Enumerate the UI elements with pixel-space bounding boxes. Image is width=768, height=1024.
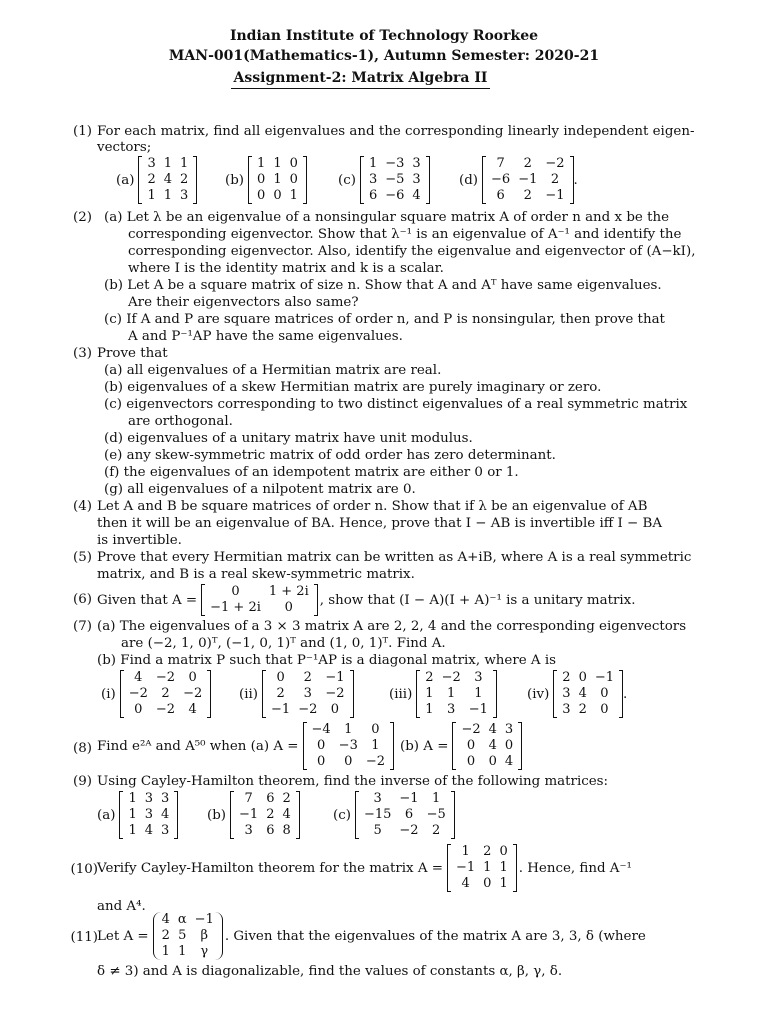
matrix-entry: −15	[363, 807, 392, 822]
q11-post: . Given that the eigenvalues of the matrix A are 3, 3, δ (where	[224, 928, 646, 944]
matrix-row	[487, 172, 569, 188]
matrix-entry: 1	[147, 188, 156, 203]
matrix-row	[124, 807, 173, 823]
q8-number: (8)	[73, 741, 92, 756]
matrix-entry: −1	[271, 702, 291, 717]
matrix-row	[360, 807, 450, 823]
matrix-entry: 0	[257, 188, 266, 203]
matrix-entry: 2	[550, 172, 560, 187]
matrix-entry: 0	[504, 738, 514, 753]
q7-a-2: are (−2, 1, 0)ᵀ, (−1, 0, 1)ᵀ and (1, 0, 1)ᵀ. Find A.	[121, 636, 446, 651]
matrix-entry: −1 + 2i	[210, 600, 261, 615]
q1-matrix-a	[116, 156, 197, 204]
matrix-entry: 2	[266, 807, 275, 822]
matrix-entry: 3	[412, 172, 421, 187]
matrix-entry: 1	[163, 188, 172, 203]
matrix-entry: 0	[289, 172, 298, 187]
matrix-entry: 1	[180, 156, 189, 171]
matrix-entry: −3	[338, 738, 358, 753]
matrix-entry: 0	[257, 172, 266, 187]
q1-end: .	[573, 172, 578, 188]
matrix-table	[421, 670, 492, 718]
q10-line2: and A⁴.	[97, 899, 146, 914]
matrix-entry: 1	[447, 686, 456, 701]
matrix-row	[267, 670, 349, 686]
matrix-row	[125, 670, 207, 686]
q7-label-ii: (ii)	[239, 686, 259, 702]
matrix-entry: 2	[161, 928, 170, 943]
matrix-entry: 2	[523, 156, 532, 171]
matrix-entry: 4	[163, 172, 172, 187]
matrix-row	[365, 156, 425, 172]
q6-post: , show that (I − A)(I + A)⁻¹ is a unitary matrix.	[319, 592, 636, 608]
matrix-entry: 0	[284, 600, 293, 615]
q3-item-d: (d) eigenvalues of a unitary matrix have unit modulus.	[104, 431, 473, 446]
matrix-entry: 1	[499, 860, 508, 875]
matrix-table	[452, 844, 512, 892]
matrix-entry: 1	[128, 791, 137, 806]
matrix-entry: 4	[461, 876, 470, 891]
matrix-entry: 3	[303, 686, 312, 701]
q2-number: (2)	[73, 210, 92, 225]
matrix-entry: −2	[399, 823, 419, 838]
matrix-entry: 6	[404, 807, 414, 822]
q2-a-1: (a) Let λ be an eigenvalue of a nonsingular square matrix A of order n and x be the	[104, 210, 670, 225]
q2-c-2: A and P⁻¹AP have the same eigenvalues.	[128, 329, 403, 344]
matrix-row	[143, 188, 192, 204]
matrix-entry: 0	[466, 738, 476, 753]
q2-a-2: corresponding eigenvector. Show that λ⁻¹ is an eigenvalue of A⁻¹ and identify the	[128, 227, 682, 242]
matrix-entry: 4	[282, 807, 291, 822]
q8-mid: (b) A =	[400, 738, 449, 754]
matrix-entry: −2	[183, 686, 203, 701]
q2-a-4: where I is the identity matrix and k is a scalar.	[128, 261, 444, 276]
matrix-row	[487, 156, 569, 172]
matrix-entry: −6	[491, 172, 511, 187]
q3-item-g: (g) all eigenvalues of a nilpotent matrix are 0.	[104, 482, 416, 497]
matrix-entry: 1	[474, 686, 483, 701]
matrix-entry: −1	[325, 670, 345, 685]
q3-item-e: (e) any skew-symmetric matrix of odd order has zero determinant.	[104, 448, 556, 463]
q7-label-iv: (iv)	[527, 686, 550, 702]
matrix-entry: 2	[483, 844, 492, 859]
matrix-row	[308, 722, 390, 738]
matrix-table	[253, 156, 302, 204]
matrix-entry: 0	[276, 670, 285, 685]
matrix-entry: 2	[282, 791, 291, 806]
matrix-table	[365, 156, 425, 204]
matrix-entry: −1	[399, 791, 419, 806]
matrix-entry: −3	[385, 156, 405, 171]
q7-b: (b) Find a matrix P such that P⁻¹AP is a diagonal matrix, where A is	[97, 653, 557, 668]
q2-c-1: (c) If A and P are square matrices of order n, and P is nonsingular, then prove that	[104, 312, 665, 327]
matrix-entry: 3	[147, 156, 156, 171]
matrix-row	[457, 754, 517, 770]
q1-number: (1)	[73, 124, 92, 139]
matrix-entry: 4	[161, 807, 170, 822]
q6-pre: Given that A =	[97, 592, 198, 608]
q6-expression	[97, 584, 635, 616]
matrix-entry: 2	[147, 172, 156, 187]
matrix-entry: 1	[344, 722, 353, 737]
q3-item-c-2: are orthogonal.	[128, 414, 233, 429]
matrix-row	[457, 722, 517, 738]
matrix-entry: −2	[325, 686, 345, 701]
q11-number: (11)	[70, 930, 98, 945]
matrix-entry: −6	[385, 188, 405, 203]
q1-line2: vectors;	[97, 140, 152, 155]
matrix-row	[143, 172, 192, 188]
matrix-table	[267, 670, 349, 718]
matrix-row	[206, 584, 313, 600]
q1-matrix-b	[225, 156, 307, 204]
q4-line3: is invertible.	[97, 533, 182, 548]
matrix-entry: 1	[178, 944, 187, 959]
matrix-entry: α	[177, 912, 187, 927]
q5-line2: matrix, and B is a real skew-symmetric matrix.	[97, 567, 415, 582]
matrix-entry: 1	[128, 807, 137, 822]
matrix-entry: 1	[368, 156, 378, 171]
matrix-row	[235, 791, 295, 807]
q6-number: (6)	[73, 592, 92, 607]
matrix-entry: −4	[311, 722, 331, 737]
matrix-row	[235, 823, 295, 839]
matrix-row	[487, 188, 569, 204]
matrix-entry: −1	[194, 912, 214, 927]
q9-label-c: (c)	[333, 807, 351, 823]
q3-item-f: (f) the eigenvalues of an idempotent matrix are either 0 or 1.	[104, 465, 519, 480]
matrix-row	[253, 172, 302, 188]
matrix-entry: 3	[144, 791, 153, 806]
matrix-entry: 5	[373, 823, 382, 838]
matrix-entry: 1	[161, 944, 170, 959]
matrix-row	[360, 823, 450, 839]
q10-expression	[97, 844, 632, 892]
matrix-entry: 4	[161, 912, 170, 927]
matrix-entry: 4	[412, 188, 421, 203]
matrix-row	[365, 172, 425, 188]
matrix-entry: 0	[289, 156, 298, 171]
matrix-table	[235, 791, 295, 839]
matrix-entry: −5	[426, 807, 446, 822]
matrix-entry: 2	[562, 670, 571, 685]
matrix-row	[125, 686, 207, 702]
q7-matrix-iv	[527, 670, 627, 718]
matrix-row	[253, 156, 302, 172]
matrix-entry: 0	[134, 702, 143, 717]
matrix-entry: 1	[425, 702, 434, 717]
matrix-entry: 4	[134, 670, 143, 685]
q1-line1: For each matrix, find all eigenvalues and the corresponding linearly independent eigen-	[97, 124, 695, 139]
matrix-entry: 0	[273, 188, 282, 203]
q7-number: (7)	[73, 619, 92, 634]
q2-a-3: corresponding eigenvector. Also, identify the eigenvalue and eigenvector of (A−kI),	[128, 244, 696, 259]
matrix-entry: 3	[562, 702, 571, 717]
matrix-entry: 0	[578, 670, 587, 685]
matrix-entry: 8	[282, 823, 291, 838]
q1-matrix-c	[338, 156, 430, 204]
matrix-entry: γ	[200, 944, 209, 959]
matrix-row	[452, 860, 512, 876]
q10-pre: Verify Cayley-Hamilton theorem for the matrix A =	[97, 860, 443, 876]
matrix-entry: −2	[155, 670, 176, 685]
matrix-entry: 2	[276, 686, 285, 701]
matrix-entry: −2	[298, 702, 318, 717]
matrix-entry: 3	[161, 823, 170, 838]
matrix-entry: 1	[273, 156, 282, 171]
matrix-row	[206, 600, 313, 616]
matrix-entry: 6	[368, 188, 378, 203]
matrix-entry: 4	[488, 738, 497, 753]
matrix-entry: 1	[425, 686, 434, 701]
matrix-row	[267, 702, 349, 718]
q7-label-i: (i)	[101, 686, 116, 702]
matrix-entry: −1	[239, 807, 259, 822]
matrix-entry: 2	[425, 670, 434, 685]
q9-line: Using Cayley-Hamilton theorem, find the inverse of the following matrices:	[97, 774, 609, 789]
matrix-entry: 3	[412, 156, 421, 171]
q3-item-b: (b) eigenvalues of a skew Hermitian matrix are purely imaginary or zero.	[104, 380, 602, 395]
matrix-entry: 2	[523, 188, 532, 203]
matrix-entry: 6	[496, 188, 505, 203]
matrix-entry: 7	[244, 791, 253, 806]
matrix-entry: −2	[128, 686, 148, 701]
assignment-title: Assignment-2: Matrix Algebra II	[231, 70, 490, 89]
matrix-entry: 3	[180, 188, 189, 203]
matrix-entry: −2	[545, 156, 565, 171]
matrix-entry: 6	[266, 823, 275, 838]
matrix-entry: 0	[344, 754, 353, 769]
matrix-table	[124, 791, 173, 839]
matrix-entry: 2	[432, 823, 441, 838]
matrix-entry: 3	[504, 722, 514, 737]
matrix-table	[457, 722, 517, 770]
matrix-table	[487, 156, 569, 204]
matrix-table	[125, 670, 207, 718]
course-title: MAN-001(Mathematics-1), Autumn Semester: 2020-21	[168, 48, 600, 64]
q9-label-b: (b)	[207, 807, 227, 823]
matrix-entry: 1 + 2i	[268, 584, 309, 599]
matrix-entry: 1	[128, 823, 137, 838]
matrix-row	[308, 754, 390, 770]
matrix-entry: 0	[188, 670, 197, 685]
q2-b-1: (b) Let A be a square matrix of size n. Show that A and Aᵀ have same eigenvalues.	[104, 278, 662, 293]
q7-matrix-ii	[239, 670, 354, 718]
matrix-entry: 7	[496, 156, 505, 171]
q8-pre: Find e²ᴬ and A⁵⁰ when (a) A =	[97, 738, 299, 754]
matrix-entry: 1	[163, 156, 172, 171]
q7-a-1: (a) The eigenvalues of a 3 × 3 matrix A are 2, 2, 4 and the corresponding eigenvectors	[97, 619, 687, 634]
matrix-entry: 0	[499, 844, 508, 859]
q9-label-a: (a)	[97, 807, 116, 823]
matrix-entry: 0	[483, 876, 492, 891]
matrix-row	[124, 823, 173, 839]
matrix-row	[253, 188, 302, 204]
matrix-row	[457, 738, 517, 754]
matrix-row	[421, 686, 492, 702]
matrix-table	[158, 912, 218, 960]
q7-label-iii: (iii)	[389, 686, 413, 702]
q1-label-c: (c)	[338, 172, 356, 188]
matrix-entry: 6	[266, 791, 275, 806]
q9-matrix-a	[97, 791, 178, 839]
q9-matrix-c	[333, 791, 455, 839]
matrix-row	[558, 702, 618, 718]
q5-number: (5)	[73, 550, 92, 565]
q10-post: . Hence, find A⁻¹	[518, 860, 632, 876]
matrix-row	[452, 844, 512, 860]
matrix-entry: 1	[273, 172, 282, 187]
matrix-entry: 2	[578, 702, 587, 717]
institute-title: Indian Institute of Technology Roorkee	[229, 28, 539, 44]
matrix-entry: β	[200, 928, 209, 943]
matrix-row	[124, 791, 173, 807]
matrix-table	[558, 670, 618, 718]
matrix-entry: 3	[244, 823, 253, 838]
matrix-row	[143, 156, 192, 172]
matrix-row	[158, 912, 218, 928]
matrix-entry: −2	[155, 702, 176, 717]
matrix-entry: 2	[180, 172, 189, 187]
matrix-table	[206, 584, 313, 616]
matrix-entry: 1	[483, 860, 492, 875]
q5-line1: Prove that every Hermitian matrix can be written as A+iB, where A is a real symmetric	[97, 550, 692, 565]
matrix-entry: 0	[330, 702, 340, 717]
matrix-entry: 0	[231, 584, 240, 599]
q1-matrix-d	[459, 156, 578, 204]
q4-number: (4)	[73, 499, 92, 514]
q3-item-a: (a) all eigenvalues of a Hermitian matrix are real.	[104, 363, 442, 378]
q7-matrix-iii	[389, 670, 497, 718]
q7-end: .	[623, 686, 628, 702]
matrix-row	[558, 670, 618, 686]
matrix-row	[365, 188, 425, 204]
matrix-row	[421, 670, 492, 686]
matrix-entry: −1	[518, 172, 538, 187]
matrix-row	[267, 686, 349, 702]
q4-line2: then it will be an eigenvalue of BA. Hence, prove that I − AB is invertible iff I − BA	[97, 516, 663, 531]
matrix-entry: −1	[456, 860, 476, 875]
matrix-entry: 2	[161, 686, 170, 701]
matrix-table	[308, 722, 390, 770]
matrix-entry: −1	[468, 702, 488, 717]
matrix-row	[558, 686, 618, 702]
q1-label-b: (b)	[225, 172, 245, 188]
matrix-entry: 4	[488, 722, 497, 737]
matrix-entry: 1	[371, 738, 380, 753]
matrix-table	[143, 156, 192, 204]
matrix-row	[125, 702, 207, 718]
matrix-entry: 3	[144, 807, 153, 822]
matrix-row	[308, 738, 390, 754]
matrix-entry: −1	[594, 670, 615, 685]
matrix-row	[158, 928, 218, 944]
matrix-entry: 4	[144, 823, 153, 838]
q2-b-2: Are their eigenvectors also same?	[128, 295, 359, 310]
matrix-entry: 4	[188, 702, 197, 717]
q1-label-d: (d)	[459, 172, 479, 188]
matrix-entry: 0	[600, 686, 609, 701]
matrix-row	[421, 702, 492, 718]
q4-line1: Let A and B be square matrices of order n. Show that if λ be an eigenvalue of AB	[97, 499, 648, 514]
matrix-entry: 3	[373, 791, 382, 806]
q11-line2: δ ≠ 3) and A is diagonalizable, find the values of constants α, β, γ, δ.	[97, 964, 563, 979]
matrix-entry: −2	[461, 722, 481, 737]
matrix-table	[360, 791, 450, 839]
q8-expression	[97, 722, 522, 770]
matrix-entry: −2	[365, 754, 386, 769]
matrix-entry: 1	[461, 844, 470, 859]
matrix-row	[452, 876, 512, 892]
matrix-entry: 5	[178, 928, 187, 943]
matrix-row	[235, 807, 295, 823]
q1-label-a: (a)	[116, 172, 135, 188]
matrix-entry: 3	[447, 702, 456, 717]
matrix-entry: 0	[466, 754, 476, 769]
matrix-entry: −5	[385, 172, 405, 187]
q11-pre: Let A =	[97, 928, 149, 944]
matrix-entry: 3	[474, 670, 483, 685]
matrix-entry: 0	[371, 722, 380, 737]
q3-number: (3)	[73, 346, 92, 361]
matrix-entry: −2	[441, 670, 461, 685]
matrix-entry: 0	[316, 738, 326, 753]
q9-matrix-b	[207, 791, 300, 839]
matrix-entry: 3	[161, 791, 170, 806]
q10-number: (10)	[70, 862, 98, 877]
matrix-entry: 1	[432, 791, 441, 806]
matrix-row	[158, 944, 218, 960]
matrix-entry: 0	[316, 754, 326, 769]
matrix-entry: 4	[504, 754, 514, 769]
matrix-entry: −1	[545, 188, 565, 203]
matrix-entry: 3	[368, 172, 378, 187]
q3-item-c: (c) eigenvectors corresponding to two distinct eigenvalues of a real symmetric matrix	[104, 397, 688, 412]
matrix-entry: 4	[578, 686, 587, 701]
matrix-entry: 1	[499, 876, 508, 891]
matrix-row	[360, 791, 450, 807]
matrix-entry: 1	[257, 156, 266, 171]
matrix-entry: 0	[488, 754, 497, 769]
matrix-entry: 2	[303, 670, 312, 685]
q9-number: (9)	[73, 774, 92, 789]
matrix-entry: 3	[562, 686, 571, 701]
q11-expression	[97, 912, 646, 960]
q7-matrix-i	[101, 670, 211, 718]
matrix-entry: 0	[600, 702, 609, 717]
q3-intro: Prove that	[97, 346, 168, 361]
matrix-entry: 1	[289, 188, 298, 203]
